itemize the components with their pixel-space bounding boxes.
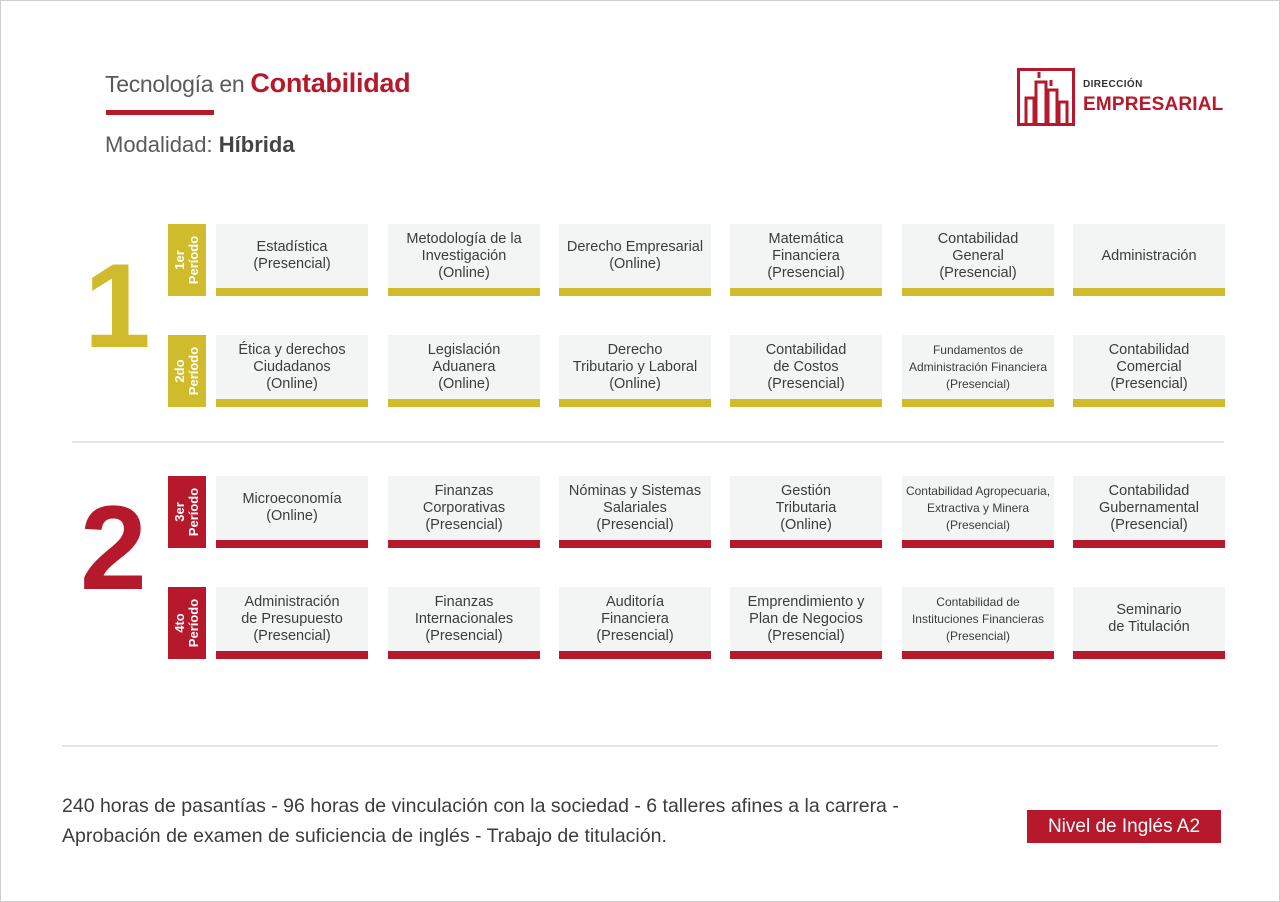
requirements-line-2: Aprobación de examen de suficiencia de inglés - Trabajo de titulación. — [62, 825, 667, 847]
course-name: Matemática Financiera (Presencial) — [767, 230, 845, 281]
modality-label: Modalidad: — [105, 132, 213, 157]
title-prefix: Tecnología en — [105, 71, 245, 97]
course-bar — [559, 540, 711, 548]
course-card — [388, 587, 540, 659]
course-bar — [902, 651, 1054, 659]
course-name: Contabilidad Agropecuaria, Extractiva y Minera (Presencial) — [905, 483, 1051, 532]
course-name: Nóminas y Sistemas Salariales (Presencial) — [568, 482, 702, 533]
course-bar — [902, 540, 1054, 548]
logo-text-line2: EMPRESARIAL — [1083, 94, 1224, 115]
course-bar — [216, 540, 368, 548]
year-divider — [72, 441, 1224, 443]
course-card — [1073, 224, 1225, 296]
course-name: Contabilidad de Instituciones Financieras (Presencial) — [911, 594, 1045, 643]
buildings-logo-icon — [1017, 68, 1077, 128]
course-card — [902, 476, 1054, 548]
period-tab-4 — [168, 587, 206, 659]
course-name: Contabilidad de Costos (Presencial) — [765, 341, 847, 392]
course-name: Derecho Empresarial (Online) — [566, 239, 704, 272]
course-card — [388, 224, 540, 296]
course-bar — [1073, 399, 1225, 407]
course-bar — [730, 288, 882, 296]
course-card — [1073, 335, 1225, 407]
course-name: Legislación Aduanera (Online) — [427, 341, 501, 392]
course-bar — [559, 651, 711, 659]
course-card — [1073, 587, 1225, 659]
course-name: Metodología de la Investigación (Online) — [406, 230, 522, 281]
course-bar — [388, 651, 540, 659]
course-name: Auditoría Financiera (Presencial) — [596, 593, 674, 644]
course-bar — [730, 651, 882, 659]
course-name: Ética y derechos Ciudadanos (Online) — [238, 341, 346, 392]
course-bar — [559, 399, 711, 407]
course-bar — [1073, 651, 1225, 659]
course-name: Estadística (Presencial) — [253, 239, 331, 272]
title-highlight: Contabilidad — [250, 68, 411, 98]
title-underline — [106, 110, 214, 115]
course-bar — [1073, 288, 1225, 296]
course-bar — [902, 288, 1054, 296]
course-bar — [216, 651, 368, 659]
course-card — [559, 587, 711, 659]
course-bar — [388, 399, 540, 407]
course-bar — [216, 288, 368, 296]
course-bar — [1073, 540, 1225, 548]
course-name: Contabilidad Gubernamental (Presencial) — [1099, 482, 1199, 533]
period-tab-2 — [168, 335, 206, 407]
course-card — [902, 224, 1054, 296]
course-name: Administración de Presupuesto (Presencial) — [241, 593, 343, 644]
requirements-text — [62, 791, 942, 851]
course-name: Fundamentos de Administración Financiera (Presencial) — [908, 342, 1048, 391]
course-card — [216, 587, 368, 659]
year-number-2: 2 — [80, 481, 147, 615]
course-name: Microeconomía (Online) — [242, 491, 342, 524]
course-name: Finanzas Corporativas (Presencial) — [422, 482, 506, 533]
course-bar — [902, 399, 1054, 407]
course-name: Gestión Tributaria (Online) — [775, 482, 837, 533]
brand-logo — [1017, 68, 1222, 128]
course-name: Administración — [1101, 247, 1197, 264]
footer-divider — [62, 745, 1218, 747]
course-name: Emprendimiento y Plan de Negocios (Presencial) — [747, 593, 865, 644]
course-name: Finanzas Internacionales (Presencial) — [414, 593, 514, 644]
course-card — [388, 476, 540, 548]
course-card — [730, 476, 882, 548]
course-name: Derecho Tributario y Laboral (Online) — [572, 341, 698, 392]
course-card — [730, 224, 882, 296]
course-card — [902, 335, 1054, 407]
page-title — [105, 68, 410, 99]
requirements-line-1: 240 horas de pasantías - 96 horas de vinculación con la sociedad - 6 talleres afines a la carrera - — [62, 795, 899, 817]
period-label: 4to Período — [172, 598, 201, 648]
course-name: Contabilidad Comercial (Presencial) — [1108, 341, 1190, 392]
course-card — [216, 335, 368, 407]
course-card — [216, 224, 368, 296]
course-bar — [388, 540, 540, 548]
english-level-badge: Nivel de Inglés A2 — [1027, 810, 1221, 843]
course-name: Seminario de Titulación — [1108, 602, 1190, 635]
course-card — [559, 476, 711, 548]
course-card — [559, 335, 711, 407]
course-card — [388, 335, 540, 407]
period-label: 3er Período — [172, 487, 201, 537]
course-bar — [559, 288, 711, 296]
logo-text-line1: DIRECCIÓN — [1083, 79, 1143, 90]
modality-value: Híbrida — [218, 132, 295, 157]
period-tab-3 — [168, 476, 206, 548]
period-label: 1er Período — [172, 235, 201, 285]
period-tab-1 — [168, 224, 206, 296]
year-number-1: 1 — [84, 239, 151, 373]
course-card — [730, 587, 882, 659]
course-card — [559, 224, 711, 296]
course-card — [902, 587, 1054, 659]
modality — [105, 132, 295, 158]
course-bar — [388, 288, 540, 296]
period-label: 2do Período — [172, 346, 201, 396]
course-card — [730, 335, 882, 407]
course-name: Contabilidad General (Presencial) — [937, 230, 1019, 281]
course-bar — [730, 540, 882, 548]
course-bar — [730, 399, 882, 407]
course-card — [1073, 476, 1225, 548]
course-card — [216, 476, 368, 548]
course-bar — [216, 399, 368, 407]
